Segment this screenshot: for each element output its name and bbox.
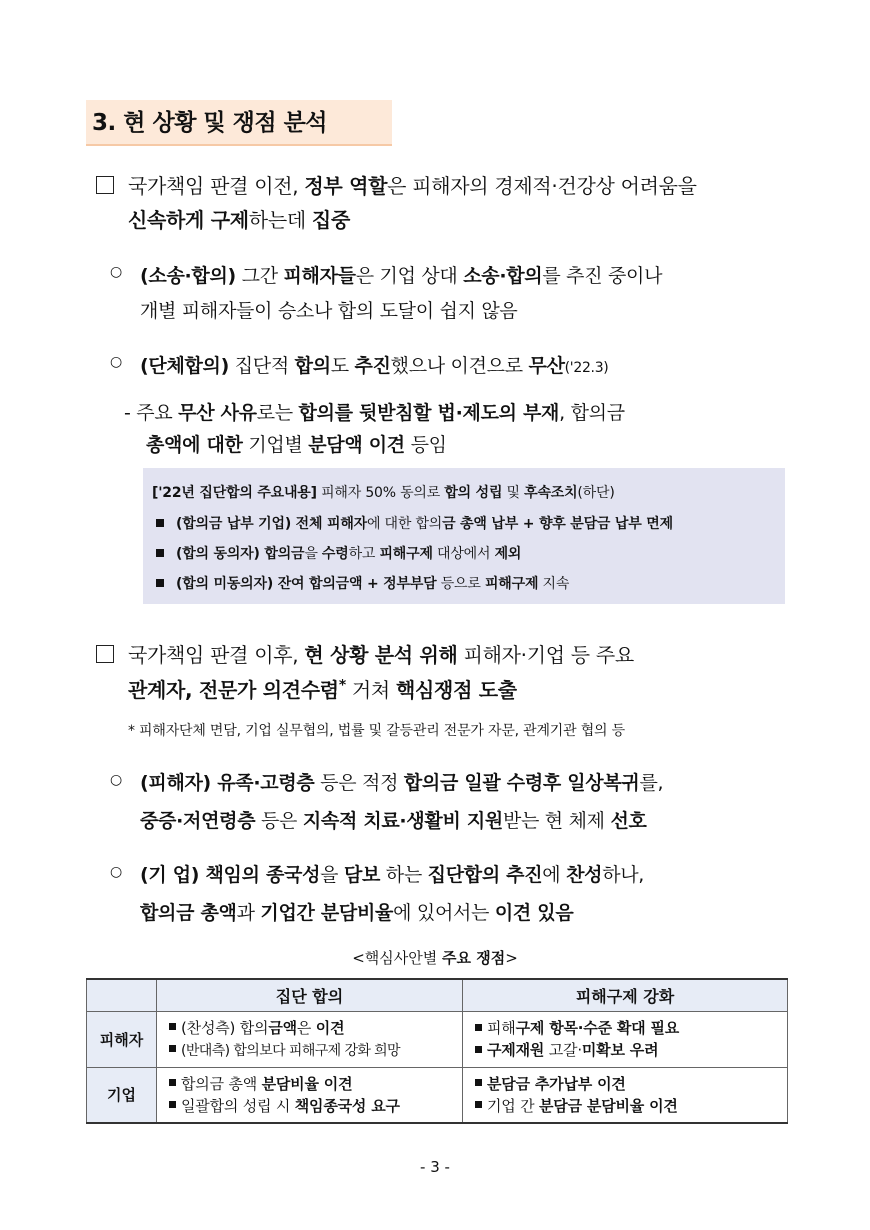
c4-line1 (140, 860, 644, 887)
square-bullet-icon (169, 1023, 176, 1030)
text: 거쳐 (345, 678, 397, 702)
text: 국가책임 판결 이후, (128, 643, 305, 667)
cell-item (169, 1017, 456, 1039)
cell-item (475, 1039, 781, 1061)
text: 은 기업 상대 (355, 265, 464, 287)
table-row (87, 1067, 788, 1123)
issues-table (86, 978, 788, 1124)
text-bold: 주요 쟁점 (442, 949, 506, 967)
table-row (87, 1011, 788, 1067)
text-bold: 피해구제 (379, 546, 433, 562)
text: 에 (542, 864, 567, 886)
checkbox-icon (96, 176, 114, 194)
circle-bullet-icon: ○ (110, 772, 123, 788)
text-bold: (소송·합의) (140, 265, 236, 287)
table-header-cell (87, 979, 157, 1011)
text: 했으나 이견으로 (390, 355, 529, 377)
text-bold: 핵심쟁점 도출 (396, 678, 517, 702)
text-bold: 신속하게 구제 (128, 208, 249, 232)
text-bold: 피해구제 (484, 576, 539, 592)
c1-line1 (140, 261, 662, 288)
text-bold: (합의 동의자) 합의금 (176, 546, 305, 562)
row-label: 기업 (87, 1067, 157, 1123)
text: 을 (304, 546, 322, 562)
cell-item (475, 1073, 781, 1095)
c2-line1 (140, 351, 608, 378)
c3-line2 (140, 806, 647, 833)
text-bold: 추진 (354, 355, 391, 377)
text: 지속 (538, 576, 570, 592)
table-cell (463, 1067, 788, 1123)
text: 집단적 (228, 355, 295, 377)
text: 고갈· (544, 1041, 582, 1059)
text-bold: 찬성 (566, 864, 603, 886)
text-bold: (합의금 납부 기업) 전체 피해자 (176, 516, 367, 532)
text-bold: 제외 (494, 546, 522, 562)
table-cell (157, 1067, 463, 1123)
cell-item (475, 1017, 781, 1039)
summary-box-item (152, 543, 521, 563)
cell-item (169, 1073, 456, 1095)
text-bold: 구제재원 (487, 1041, 545, 1059)
text-bold: 구제 항목·수준 확대 필요 (515, 1019, 680, 1037)
square-bullet-icon (156, 579, 164, 587)
text: 에 있어서는 (393, 902, 495, 924)
text-bold: 소송·합의 (463, 265, 543, 287)
page-number: - 3 - (420, 1158, 450, 1176)
text-bold: (합의 미동의자) 잔여 합의금액 + 정부부담 (176, 576, 437, 592)
text: 에 대한 합의 (366, 516, 443, 532)
text: 및 (502, 485, 525, 501)
text: 로는 (256, 402, 299, 424)
c4-line2 (140, 898, 573, 925)
text-bold: 합의금 총액 (140, 902, 237, 924)
text-small: ('22.3) (564, 360, 609, 376)
c2-dash-line2 (146, 430, 447, 457)
text-bold: 집중 (311, 208, 350, 232)
text-bold: 분담금 추가납부 이견 (487, 1074, 626, 1093)
text-bold: 미확보 우려 (581, 1041, 659, 1059)
text-bold: 수령 (321, 546, 349, 562)
cell-item (475, 1095, 781, 1117)
text-bold: 합의금 일괄 수령후 일상복귀 (403, 772, 640, 794)
text: 받는 현 체제 (502, 810, 611, 832)
text: 합의금 총액 (181, 1074, 262, 1093)
text: 등으로 (436, 576, 485, 592)
table-header-cell: 피해구제 강화 (463, 979, 788, 1011)
text: <핵심사안별 (352, 949, 443, 967)
circle-bullet-icon: ○ (110, 264, 123, 280)
text-bold: 분담금 분담비율 이견 (539, 1096, 678, 1115)
text: 등임 (404, 434, 447, 456)
text: 피해자 50% 동의로 (316, 485, 445, 501)
text: 도 (330, 355, 355, 377)
text-bold: (피해자) 유족·고령층 (140, 772, 315, 794)
text: , 합의금 (559, 402, 625, 424)
text-bold: (기 업) 책임의 종국성 (140, 864, 321, 886)
square-bullet-icon (156, 519, 164, 527)
summary-box-title (152, 482, 615, 502)
circle-bullet-icon: ○ (110, 354, 123, 370)
text: 은 피해자의 경제적·건강상 어려움을 (387, 174, 697, 198)
text: (반대측) 합의보다 피해구제 강화 희망 (181, 1042, 400, 1059)
table-header-cell: 집단 합의 (157, 979, 463, 1011)
p1-line1 (128, 170, 697, 199)
text: 과 (236, 902, 261, 924)
text-bold: 기업간 분담비율 (260, 902, 394, 924)
row-label: 피해자 (87, 1011, 157, 1067)
text: 그간 (235, 265, 284, 287)
text: 일괄합의 성립 시 (181, 1096, 295, 1115)
text: 하나, (602, 864, 645, 886)
footnote: * 피해자단체 면담, 기업 실무협의, 법률 및 갈등관리 전문가 자문, 관계기관 협의 등 (128, 723, 625, 739)
text-bold: (단체합의) (140, 355, 229, 377)
text: 을 (320, 864, 344, 886)
square-bullet-icon (169, 1101, 176, 1108)
text: 기업 간 (487, 1096, 540, 1115)
summary-box-item (152, 573, 569, 593)
text-bold: 분담액 이견 (308, 434, 405, 456)
table-cell (157, 1011, 463, 1067)
cell-item (169, 1095, 456, 1117)
table-cell (463, 1011, 788, 1067)
square-bullet-icon (169, 1079, 176, 1086)
text-bold: 집단합의 추진 (427, 864, 543, 886)
square-bullet-icon (475, 1024, 482, 1031)
text: (찬성측) 합의 (181, 1018, 269, 1037)
summary-box-item (152, 513, 673, 533)
text: 피해 (487, 1019, 516, 1037)
text: 를 추진 중이나 (542, 265, 663, 287)
text: 하는 (380, 864, 428, 886)
text-bold: 중증·저연령층 (140, 810, 256, 832)
square-bullet-icon (475, 1046, 482, 1053)
text: 하고 (348, 546, 380, 562)
text-bold: 관계자, 전문가 의견수렴 (128, 678, 339, 702)
checkbox-icon (96, 645, 114, 663)
c3-line1 (140, 768, 663, 795)
text-bold: 선호 (610, 810, 647, 832)
square-bullet-icon (169, 1045, 176, 1052)
table-header-row (87, 979, 788, 1011)
p1-line2 (128, 204, 350, 233)
c1-line2: 개별 피해자들이 승소나 합의 도달이 쉽지 않음 (140, 300, 518, 322)
table-caption (0, 947, 870, 968)
text-bold: 현 상황 분석 위해 (304, 643, 458, 667)
text-bold: 합의 성립 (444, 485, 503, 501)
text-bold: 책임종국성 요구 (294, 1096, 400, 1115)
text: 등은 적정 (314, 772, 404, 794)
c2-dash-line1 (124, 398, 625, 425)
text-bold: 분담비율 이견 (261, 1074, 353, 1093)
cell-item (169, 1039, 456, 1062)
text-bold: 합의 (294, 355, 331, 377)
text-bold: 지속적 치료·생활비 지원 (302, 810, 503, 832)
text-bold: 정부 역할 (304, 174, 388, 198)
text: 대상에서 (432, 546, 495, 562)
text-bold: 금 총액 납부 + 향후 분담금 납부 면제 (442, 516, 673, 532)
text: (하단) (577, 485, 615, 501)
text-bold: 이견 (315, 1018, 345, 1037)
text-bold: 피해자들 (283, 265, 356, 287)
text: 은 (296, 1018, 316, 1037)
text: > (505, 949, 518, 967)
section-title: 3. 현 상황 및 쟁점 분석 (86, 100, 392, 146)
text: 피해자·기업 등 주요 (457, 643, 634, 667)
text-bold: 담보 (343, 864, 381, 886)
text: 하는데 (248, 208, 312, 232)
text: 를, (639, 772, 664, 794)
text-bold: 이견 있음 (494, 902, 574, 924)
text: - 주요 (124, 402, 179, 424)
text-bold: 무산 (528, 355, 565, 377)
circle-bullet-icon: ○ (110, 864, 123, 880)
text: 기업별 (242, 434, 309, 456)
square-bullet-icon (475, 1101, 482, 1108)
text-bold: ['22년 집단합의 주요내용] (152, 485, 317, 501)
text-bold: 후속조치 (524, 485, 578, 501)
text-bold: 무산 사유 (178, 402, 257, 424)
text-bold: 총액에 대한 (146, 434, 243, 456)
text: 국가책임 판결 이전, (128, 174, 305, 198)
text: 등은 (255, 810, 303, 832)
square-bullet-icon (156, 549, 164, 557)
text-bold: 금액 (268, 1018, 297, 1037)
text-bold: 합의를 뒷받침할 법·제도의 부재 (298, 402, 560, 424)
footnote-mark: * (338, 677, 346, 694)
p2-line1 (128, 639, 634, 668)
square-bullet-icon (475, 1079, 482, 1086)
p2-line2 (128, 674, 517, 703)
